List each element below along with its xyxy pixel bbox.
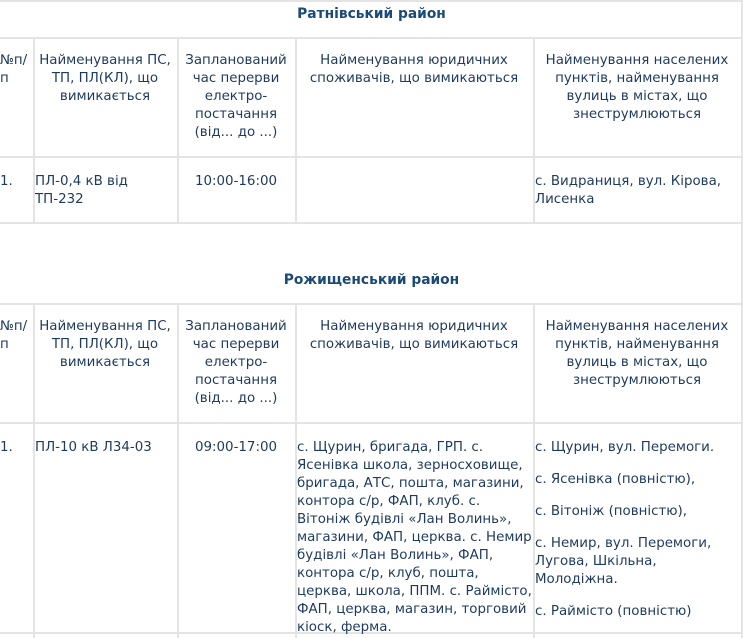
header-number: №п/п xyxy=(0,53,28,86)
table-border xyxy=(0,303,743,305)
table-border xyxy=(177,303,179,638)
table-border xyxy=(0,156,743,158)
locality-line: с. Видраниця, вул. Кірова, Лисенка xyxy=(535,174,722,207)
header-localities: Найменування населених пунктів, найменування вулиць в містах, що знеструмлюються xyxy=(545,319,729,388)
row-outage-time: 09:00-17:00 xyxy=(194,440,277,455)
row-number: 1. xyxy=(0,174,13,189)
header-outage-time: Запланований час перерви електро-постачання (від... до ...) xyxy=(185,319,287,406)
locality-line: с. Ясенівка (повністю), xyxy=(535,472,696,487)
table-border xyxy=(0,37,743,39)
row-ps-name: ПЛ-10 кВ Л34-03 xyxy=(35,440,152,455)
row-outage-time: 10:00-16:00 xyxy=(194,174,277,189)
table-border xyxy=(0,0,743,2)
locality-line: с. Раймісто (повністю) xyxy=(535,604,692,619)
table-border xyxy=(295,37,297,224)
row-ps-name: ПЛ-0,4 кВ від ТП-232 xyxy=(35,174,128,207)
district-title: Ратнівський район xyxy=(297,6,446,22)
district-title: Рожищенський район xyxy=(283,272,460,288)
header-outage-time: Запланований час перерви електро-постачання (від... до ...) xyxy=(185,53,287,140)
locality-line: с. Щурин, вул. Перемоги. xyxy=(535,440,715,455)
locality-line: с. Немир, вул. Перемоги, Лугова, Шкільна, Молодіжна. xyxy=(535,536,712,587)
row-number: 1. xyxy=(0,440,13,455)
locality-line: с. Вітоніж (повністю), xyxy=(535,504,688,519)
row-localities xyxy=(535,173,739,209)
table-border xyxy=(0,422,743,424)
table-border xyxy=(177,37,179,224)
header-consumers: Найменування юридичних споживачів, що вимикаються xyxy=(309,53,519,86)
row-localities xyxy=(535,439,741,635)
header-consumers: Найменування юридичних споживачів, що вимикаються xyxy=(309,319,519,352)
header-ps-name: Найменування ПС, ТП, ПЛ(КЛ), що вимикається xyxy=(39,319,171,370)
table-border xyxy=(33,303,35,638)
header-number: №п/п xyxy=(0,319,28,352)
header-localities: Найменування населених пунктів, найменування вулиць в містах, що знеструмлюються xyxy=(545,53,729,122)
table-border xyxy=(0,222,743,224)
header-ps-name: Найменування ПС, ТП, ПЛ(КЛ), що вимикається xyxy=(39,53,171,104)
row-consumers: с. Щурин, бригада, ГРП. с. Ясенівка школа, зерносховище, бригада, АТС, пошта, магазини, контора с/р, ФАП, клуб. с. Вітоніж будівлі «Лан Волинь», магазини, ФАП, церква. с. Немир будівлі «Лан Волинь», ФАП, контора с/р, клуб, пошта, церква, школа, ППМ. с. Раймісто, ФАП, церква, магазин, торговий кіоск, ферма. xyxy=(297,440,532,635)
